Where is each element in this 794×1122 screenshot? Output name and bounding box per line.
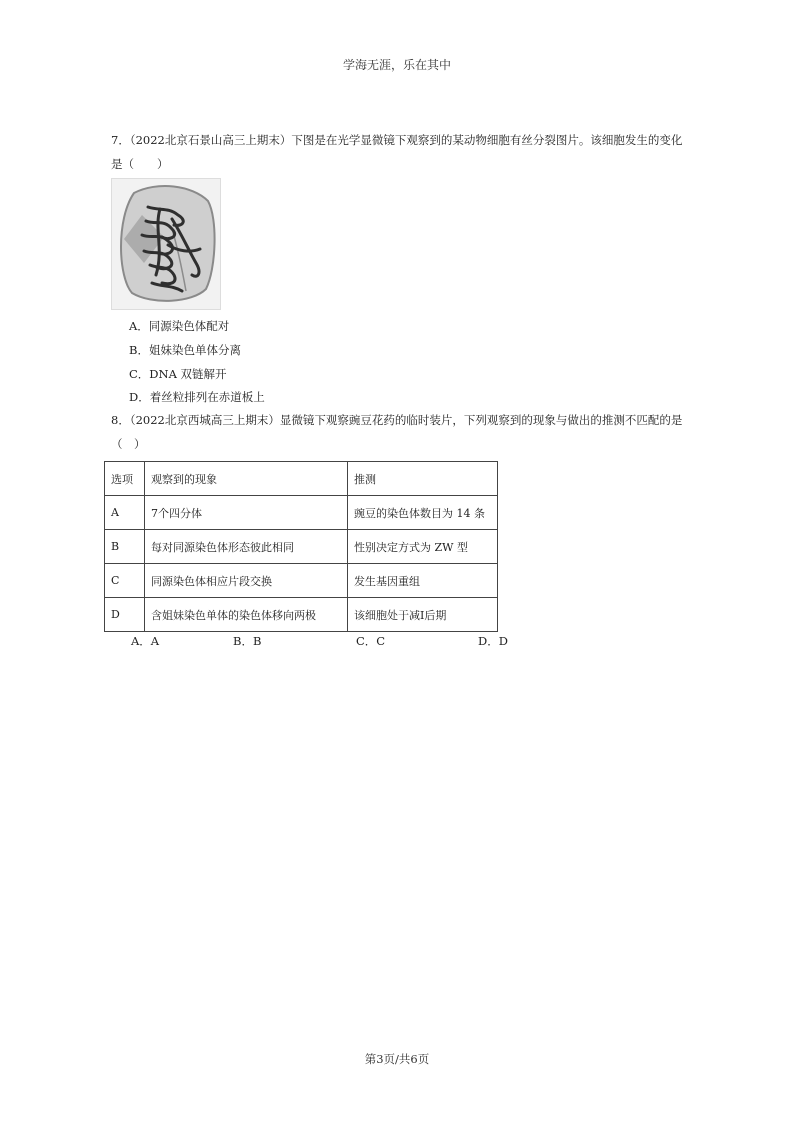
table-row (105, 598, 498, 632)
q7-option-c: C．DNA 双链解开 (129, 367, 227, 381)
page-header: 学海无涯，乐在其中 (342, 58, 451, 72)
q8-option-b: B．B (233, 634, 262, 648)
cell-micrograph-drawing (112, 179, 220, 309)
table-cell: 同源染色体相应片段交换 (145, 564, 348, 598)
table-cell: 该细胞处于减I后期 (348, 598, 498, 632)
table-cell: B (105, 530, 145, 564)
cell-micrograph (111, 178, 221, 310)
observation-table (104, 461, 498, 632)
table-cell: 每对同源染色体形态彼此相同 (145, 530, 348, 564)
q7-option-b: B．姐妹染色单体分离 (129, 343, 241, 357)
table-cell: 7个四分体 (145, 496, 348, 530)
page-footer: 第3页/共6页 (364, 1052, 430, 1066)
table-cell: D (105, 598, 145, 632)
table-header-cell: 选项 (105, 462, 145, 496)
table-row (105, 564, 498, 598)
table-header-cell: 观察到的现象 (145, 462, 348, 496)
table-header-cell: 推测 (348, 462, 498, 496)
q7-option-d: D．着丝粒排列在赤道板上 (129, 390, 265, 404)
q8-option-a: A．A (131, 634, 160, 648)
table-row (105, 496, 498, 530)
table-cell: 含姐妹染色单体的染色体移向两极 (145, 598, 348, 632)
question-7-text: 7．（2022北京石景山高三上期末）下图是在光学显微镜下观察到的某动物细胞有丝分裂图片。该细胞发生的变化是（ ） (111, 133, 683, 171)
table-cell: 性别决定方式为 ZW 型 (348, 530, 498, 564)
q8-option-d: D．D (478, 634, 508, 648)
q7-option-a: A．同源染色体配对 (129, 319, 230, 333)
table-cell: 发生基因重组 (348, 564, 498, 598)
table-row (105, 530, 498, 564)
question-8-text: 8．（2022北京西城高三上期末）显微镜下观察豌豆花药的临时装片，下列观察到的现象与做出的推测不匹配的是（ ） (111, 413, 683, 451)
table-cell: A (105, 496, 145, 530)
q8-option-c: C．C (356, 634, 386, 648)
table-cell: C (105, 564, 145, 598)
table-cell: 豌豆的染色体数目为 14 条 (348, 496, 498, 530)
table-header-row (105, 462, 498, 496)
